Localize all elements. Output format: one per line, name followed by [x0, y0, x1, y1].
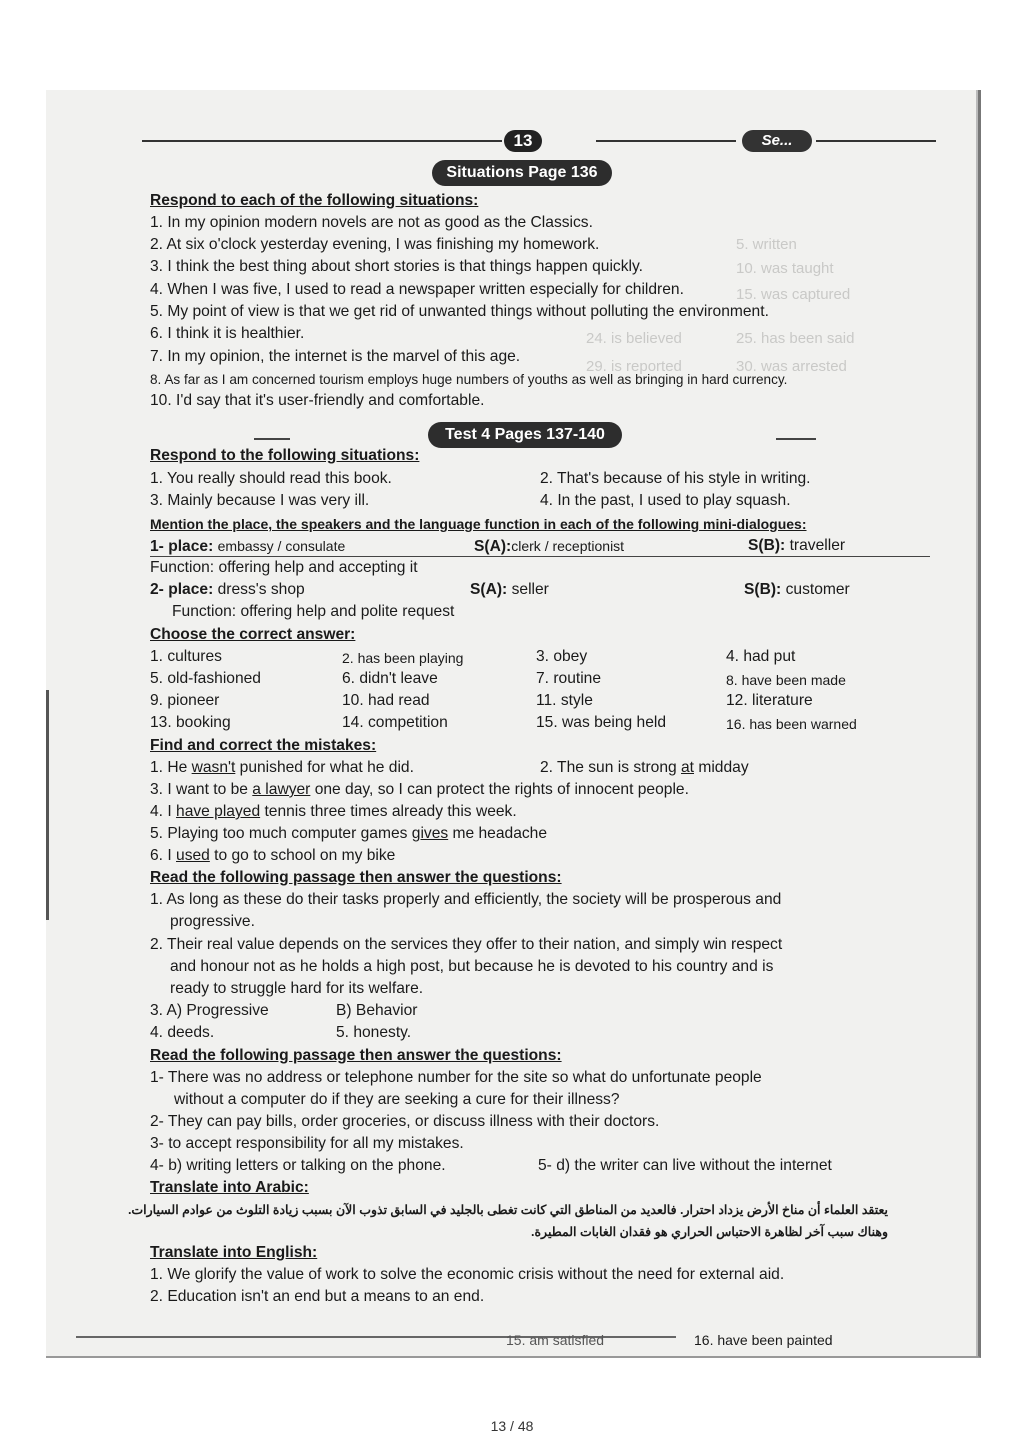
respond-answer: 2. That's because of his style in writing. [540, 470, 811, 487]
value: traveller [789, 537, 846, 554]
passage2-heading: Read the following passage then answer the questions: [150, 1047, 562, 1064]
choice-answer: 13. booking [150, 714, 231, 731]
text: 2. The sun is strong [540, 759, 681, 776]
text: me headache [448, 825, 548, 842]
arabic-translation: وهناك سبب آخر لظاهرة الاحتباس الحراري هو فقدان الغابات المطيرة. [531, 1225, 888, 1239]
respond-heading: Respond to the following situations: [150, 447, 420, 464]
divider [776, 438, 816, 440]
choose-heading: Choose the correct answer: [150, 626, 356, 643]
text: midday [694, 759, 749, 776]
choice-answer: 1. cultures [150, 648, 222, 665]
label: S(B): [748, 537, 786, 554]
bleed-through-text: 5. written [736, 236, 797, 253]
passage1-answer: 5. honesty. [336, 1024, 412, 1041]
bleed-through-text: 30. was arrested [736, 358, 847, 375]
text: 6. I [150, 847, 177, 864]
value: seller [511, 581, 549, 598]
choice-answer: 14. competition [342, 714, 448, 731]
choice-answer: 9. pioneer [150, 692, 220, 709]
situation-answer: 8. As far as I am concerned tourism employs huge numbers of youths as well as bringing in hard currency. [150, 372, 788, 387]
passage1-answer: 3. A) Progressive [150, 1002, 269, 1019]
value: dress's shop [217, 581, 305, 598]
underline-rule [150, 556, 930, 557]
mistake-correction [540, 758, 749, 778]
situations-title: Situations Page 136 [432, 160, 612, 186]
english-translation: 2. Education isn't an end but a means to an end. [150, 1288, 485, 1305]
header-rule [596, 140, 736, 142]
passage1-heading: Read the following passage then answer the questions: [150, 869, 562, 886]
text: one day, so I can protect the rights of innocent people. [310, 781, 689, 798]
header-rule [142, 140, 502, 142]
passage1-answer: and honour not as he holds a high post, but because he is devoted to his country and is [170, 958, 774, 975]
english-heading: Translate into English: [150, 1244, 318, 1261]
corrected-word: a lawyer [252, 781, 311, 798]
divider [254, 438, 290, 440]
text: tennis three times already this week. [260, 803, 517, 820]
passage2-answer: 4- b) writing letters or talking on the phone. [150, 1157, 446, 1174]
label: S(A): [474, 538, 512, 555]
bleed-through-text: 10. was taught [736, 260, 834, 277]
dialogue2-speaker-a [470, 580, 549, 600]
bleed-text: 15. am satisfied [506, 1332, 605, 1348]
arabic-heading: Translate into Arabic: [150, 1179, 309, 1196]
situation-answer: 4. When I was five, I used to read a newspaper written especially for children. [150, 281, 684, 298]
mistakes-heading: Find and correct the mistakes: [150, 737, 377, 754]
passage1-answer: 2. Their real value depends on the services they offer to their nation, and simply win respect [150, 936, 783, 953]
respond-answer: 4. In the past, I used to play squash. [540, 492, 791, 509]
text: punished for what he did. [235, 759, 414, 776]
dialogue1-place [150, 536, 345, 557]
situation-answer: 5. My point of view is that we get rid of unwanted things without polluting the environment. [150, 303, 769, 320]
choice-answer: 6. didn't leave [342, 670, 438, 687]
text: to go to school on my bike [209, 847, 396, 864]
binding-mark [46, 690, 49, 920]
passage1-answer: progressive. [170, 913, 255, 930]
corrected-word: have played [176, 803, 261, 820]
text: 4. I [150, 803, 177, 820]
dialogue2-function: Function: offering help and polite request [172, 603, 455, 620]
passage1-answer: B) Behavior [336, 1002, 418, 1019]
bleed-through-text: 15. was captured [736, 286, 851, 303]
respond-answer: 3. Mainly because I was very ill. [150, 492, 370, 509]
choice-answer: 10. had read [342, 692, 430, 709]
label: S(B): [744, 581, 782, 598]
situation-answer: 10. I'd say that it's user-friendly and comfortable. [150, 392, 485, 409]
bleed-through-text: 25. has been said [736, 330, 855, 347]
dialogue2-place [150, 580, 305, 600]
corrected-word: gives [411, 825, 449, 842]
passage2-answer: 3- to accept responsibility for all my mistakes. [150, 1135, 464, 1152]
dialogue2-speaker-b [744, 580, 850, 600]
test4-title: Test 4 Pages 137-140 [428, 422, 622, 448]
situations-heading: Respond to each of the following situations: [150, 192, 479, 209]
pagination: 13 / 48 [490, 1418, 534, 1434]
choice-answer: 11. style [536, 692, 593, 709]
label: S(A): [470, 581, 508, 598]
dialogue1-speaker-b [748, 536, 845, 556]
dialogue1-speaker-a [474, 536, 624, 557]
text: 1. He [150, 759, 192, 776]
passage1-answer: 1. As long as these do their tasks properly and efficiently, the society will be prosperous and [150, 891, 782, 908]
corrected-word: at [681, 759, 695, 776]
choice-answer: 7. routine [536, 670, 602, 687]
value: customer [785, 581, 850, 598]
passage2-answer: 1- There was no address or telephone number for the site so what do unfortunate people [150, 1069, 762, 1086]
dialogue1-function: Function: offering help and accepting it [150, 559, 418, 576]
choice-answer: 8. have been made [726, 672, 846, 688]
situation-answer: 6. I think it is healthier. [150, 325, 305, 342]
mention-heading: Mention the place, the speakers and the language function in each of the following mini-dialogues: [150, 516, 807, 532]
text: 3. I want to be [150, 781, 253, 798]
situation-answer: 3. I think the best thing about short stories is that things happen quickly. [150, 258, 643, 275]
corrected-word: used [176, 847, 210, 864]
page-number-badge: 13 [504, 130, 542, 152]
scanned-page [46, 90, 981, 1358]
arabic-translation: يعتقد العلماء أن مناخ الأرض يزداد احترار. فالعديد من المناطق التي كانت تغطى بالجليد في السابق تذوب الآن بسبب زيادة التلوث من عوادم السيارات. [127, 1203, 888, 1217]
value: clerk / receptionist [511, 538, 625, 554]
choice-answer: 12. literature [726, 692, 813, 709]
label: 1- place: [150, 538, 214, 555]
bleed-text: 16. have been painted [694, 1332, 833, 1348]
passage2-answer: without a computer do if they are seeking a cure for their illness? [174, 1091, 620, 1108]
situation-answer: 2. At six o'clock yesterday evening, I was finishing my homework. [150, 236, 600, 253]
mistake-correction [150, 802, 517, 822]
respond-answer: 1. You really should read this book. [150, 470, 392, 487]
bleed-through-text: 29. is reported [586, 358, 682, 375]
value: embassy / consulate [217, 538, 346, 554]
choice-answer: 16. has been warned [726, 716, 857, 732]
choice-answer: 5. old-fashioned [150, 670, 261, 687]
choice-answer: 4. had put [726, 648, 796, 665]
situation-answer: 1. In my opinion modern novels are not as good as the Classics. [150, 214, 593, 231]
passage2-answer: 5- d) the writer can live without the internet [538, 1157, 832, 1174]
choice-answer: 15. was being held [536, 714, 667, 731]
passage1-answer: ready to struggle hard for its welfare. [170, 980, 424, 997]
choice-answer: 3. obey [536, 648, 588, 665]
english-translation: 1. We glorify the value of work to solve the economic crisis without the need for external aid. [150, 1266, 785, 1283]
bleed-through-text: 24. is believed [586, 330, 682, 347]
choice-answer: 2. has been playing [342, 650, 464, 666]
passage1-answer: 4. deeds. [150, 1024, 215, 1041]
label: 2- place: [150, 581, 214, 598]
corrected-word: wasn't [191, 759, 236, 776]
text: 5. Playing too much computer games [150, 825, 412, 842]
header-rule [816, 140, 936, 142]
mistake-correction [150, 846, 395, 866]
mistake-correction [150, 824, 547, 844]
mistake-correction [150, 780, 689, 800]
situation-answer: 7. In my opinion, the internet is the marvel of this age. [150, 348, 521, 365]
passage2-answer: 2- They can pay bills, order groceries, or discuss illness with their doctors. [150, 1113, 660, 1130]
publisher-logo: Se... [742, 130, 812, 152]
mistake-correction [150, 758, 414, 778]
